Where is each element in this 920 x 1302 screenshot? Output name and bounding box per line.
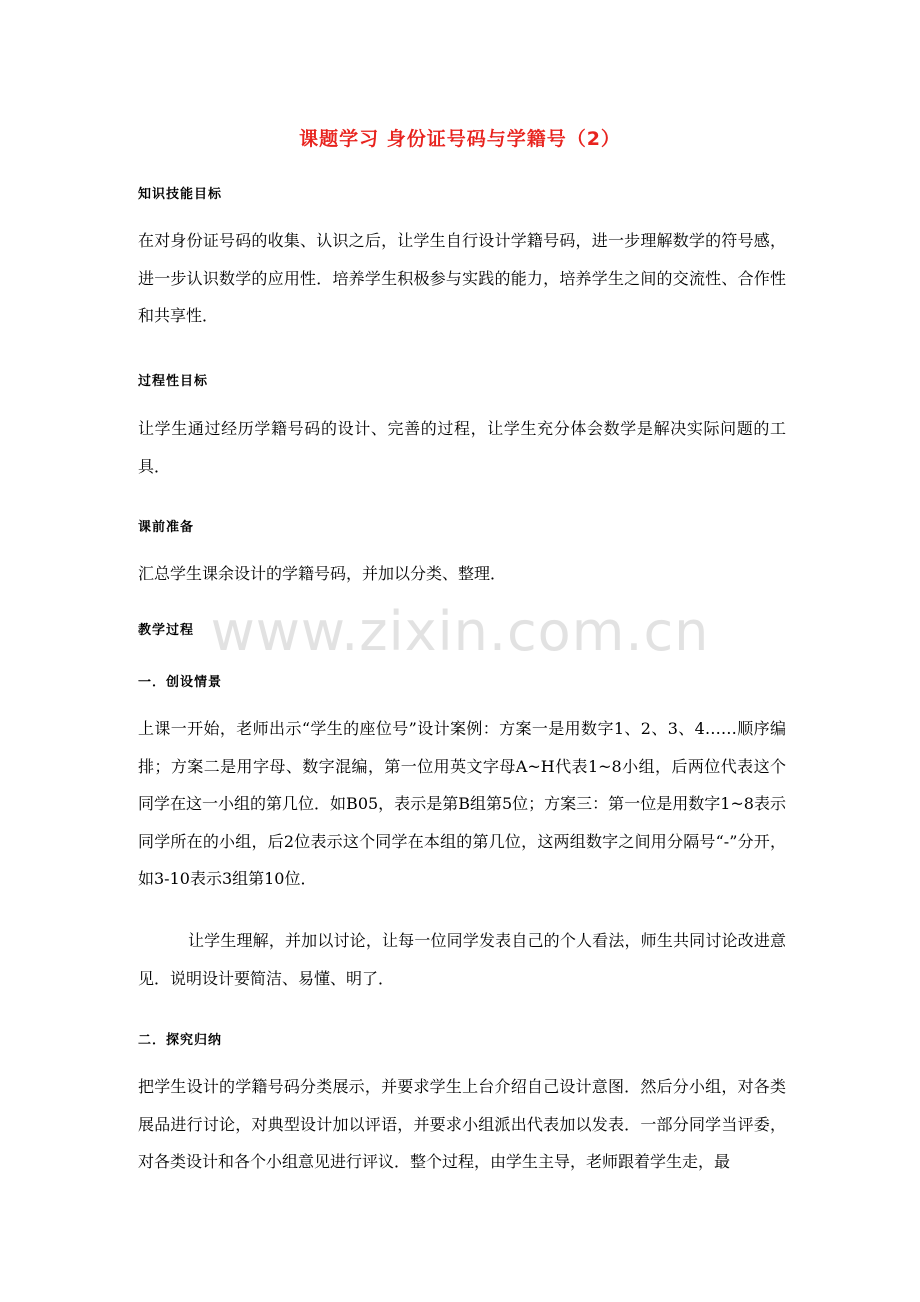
section-heading-scenario: 一．创设情景 [138, 675, 223, 690]
paragraph-preparation: 汇总学生课余设计的学籍号码，并加以分类、整理． [138, 564, 507, 583]
watermark: www.zixin.com.cn [210, 600, 710, 663]
paragraph-knowledge-goals: 在对身份证号码的收集、认识之后，让学生自行设计学籍号码，进一步理解数学的符号感，进一步认识数学的应用性．培养学生积极参与实践的能力，培养学生之间的交流性、合作性和共享性． [138, 231, 786, 325]
paragraph-process-goals: 让学生通过经历学籍号码的设计、完善的过程，让学生充分体会数学是解决实际问题的工具． [138, 419, 786, 476]
section-heading-process-goals: 过程性目标 [138, 374, 209, 389]
paragraph-scenario-1: 上课一开始，老师出示“学生的座位号”设计案例：方案一是用数字1、2、3、4……顺序编排；方案二是用字母、数字混编，第一位用英文字母A~H代表1~8小组，后两位代表这个同学在这一小组的第几位．如B05，表示是第B组第5位；方案三：第一位是用数字1~8表示同学所在的小组，后2位表示这个同学在本组的第几位，这两组数字之间用分隔号“-”分开，如3-10表示3组第10位． [138, 719, 786, 888]
section-heading-teaching-process: 教学过程 [138, 623, 195, 638]
section-heading-knowledge-goals: 知识技能目标 [138, 187, 223, 202]
paragraph-exploration: 把学生设计的学籍号码分类展示，并要求学生上台介绍自己设计意图．然后分小组，对各类展品进行讨论，对典型设计加以评语，并要求小组派出代表加以发表．一部分同学当评委，对各类设计和各个小组意见进行评议．整个过程，由学生主导，老师跟着学生走，最 [138, 1077, 786, 1171]
document-title: 课题学习 身份证号码与学籍号（2） [299, 128, 621, 150]
section-heading-preparation: 课前准备 [138, 520, 195, 535]
section-heading-exploration: 二．探究归纳 [138, 1033, 223, 1048]
paragraph-scenario-2: 让学生理解，并加以讨论，让每一位同学发表自己的个人看法，师生共同讨论改进意见．说明设计要简洁、易懂、明了． [138, 931, 786, 988]
